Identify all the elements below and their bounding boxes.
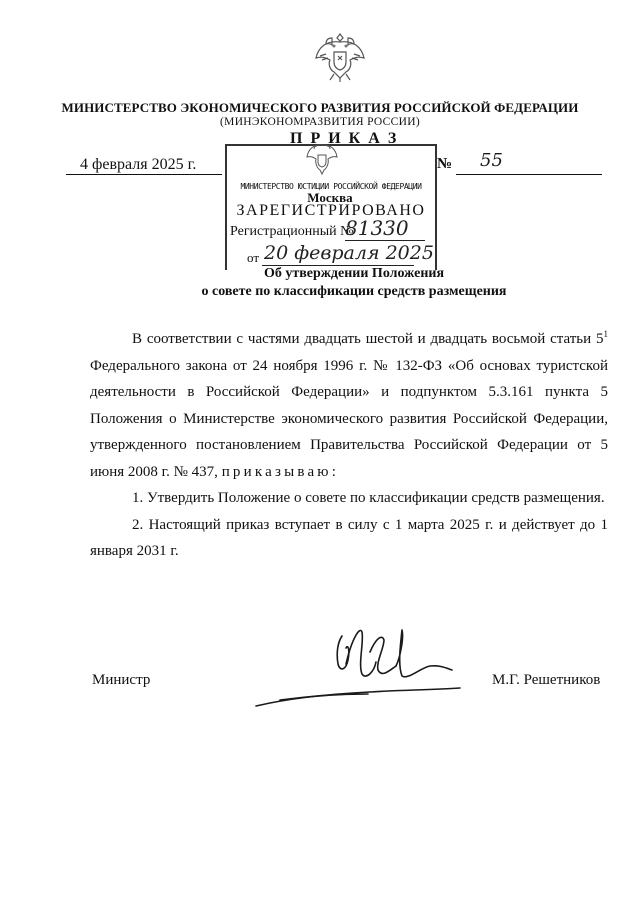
coat-of-arms-icon xyxy=(312,28,368,84)
order-item-1: 1. Утвердить Положение о совете по классификации средств размещения. xyxy=(132,490,605,506)
document-type: П Р И К А З xyxy=(290,130,399,147)
preamble-text-a: В соответствии с частями двадцать шестой и двадцать восьмой статьи 5 xyxy=(132,331,604,347)
stamp-ministry: МИНИСТЕРСТВО ЮСТИЦИИ РОССИЙСКОЙ ФЕДЕРАЦИИ xyxy=(240,182,422,191)
preamble-superscript: 1 xyxy=(603,329,608,339)
order-item-2: 2. Настоящий приказ вступает в силу с 1 марта 2025 г. и действует до 1 января 2031 г. xyxy=(90,516,608,559)
preamble-text-b: Федерального закона от 24 ноября 1996 г. № 132-ФЗ «Об основах туристской деятельности в Российской Федерации» и подпунктом 5.3.161 пункта 5 Положения о Министерстве экономического развития Российской Федерации, утвержденного постановлением Правительства Российской Федерации от 5 июня 2008 г. № 437, xyxy=(90,357,608,480)
handwritten-signature-icon xyxy=(250,608,480,718)
document-title-line2: о совете по классификации средств размещения xyxy=(201,284,507,299)
document-title-line1: Об утверждении Положения xyxy=(263,266,445,281)
number-underline xyxy=(456,174,602,175)
stamp-status: ЗАРЕГИСТРИРОВАНО xyxy=(236,202,426,219)
ministry-short-name: (МИНЭКОНОМРАЗВИТИЯ РОССИИ) xyxy=(220,116,420,128)
signatory-name: М.Г. Решетников xyxy=(492,672,601,688)
registration-date: 20 февраля 2025 xyxy=(264,242,434,264)
ministry-name: МИНИСТЕРСТВО ЭКОНОМИЧЕСКОГО РАЗВИТИЯ РОССИЙСКОЙ ФЕДЕРАЦИИ xyxy=(61,100,579,115)
stamp-emblem-icon xyxy=(305,142,339,178)
city: Москва xyxy=(307,190,353,205)
number-label: № xyxy=(437,156,453,172)
signatory-position: Министр xyxy=(92,672,151,688)
registration-number-label: Регистрационный № xyxy=(230,224,354,239)
registration-number: 81330 xyxy=(345,216,409,240)
preamble-paragraph xyxy=(90,326,608,485)
document-body xyxy=(90,326,608,565)
document-date-field xyxy=(66,156,222,175)
registration-number-underline xyxy=(345,240,425,241)
document-date: 4 февраля 2025 г. xyxy=(80,156,197,173)
registration-date-prefix: от xyxy=(247,250,260,265)
document-number: 55 xyxy=(480,150,503,171)
order-word: приказываю: xyxy=(221,463,340,480)
